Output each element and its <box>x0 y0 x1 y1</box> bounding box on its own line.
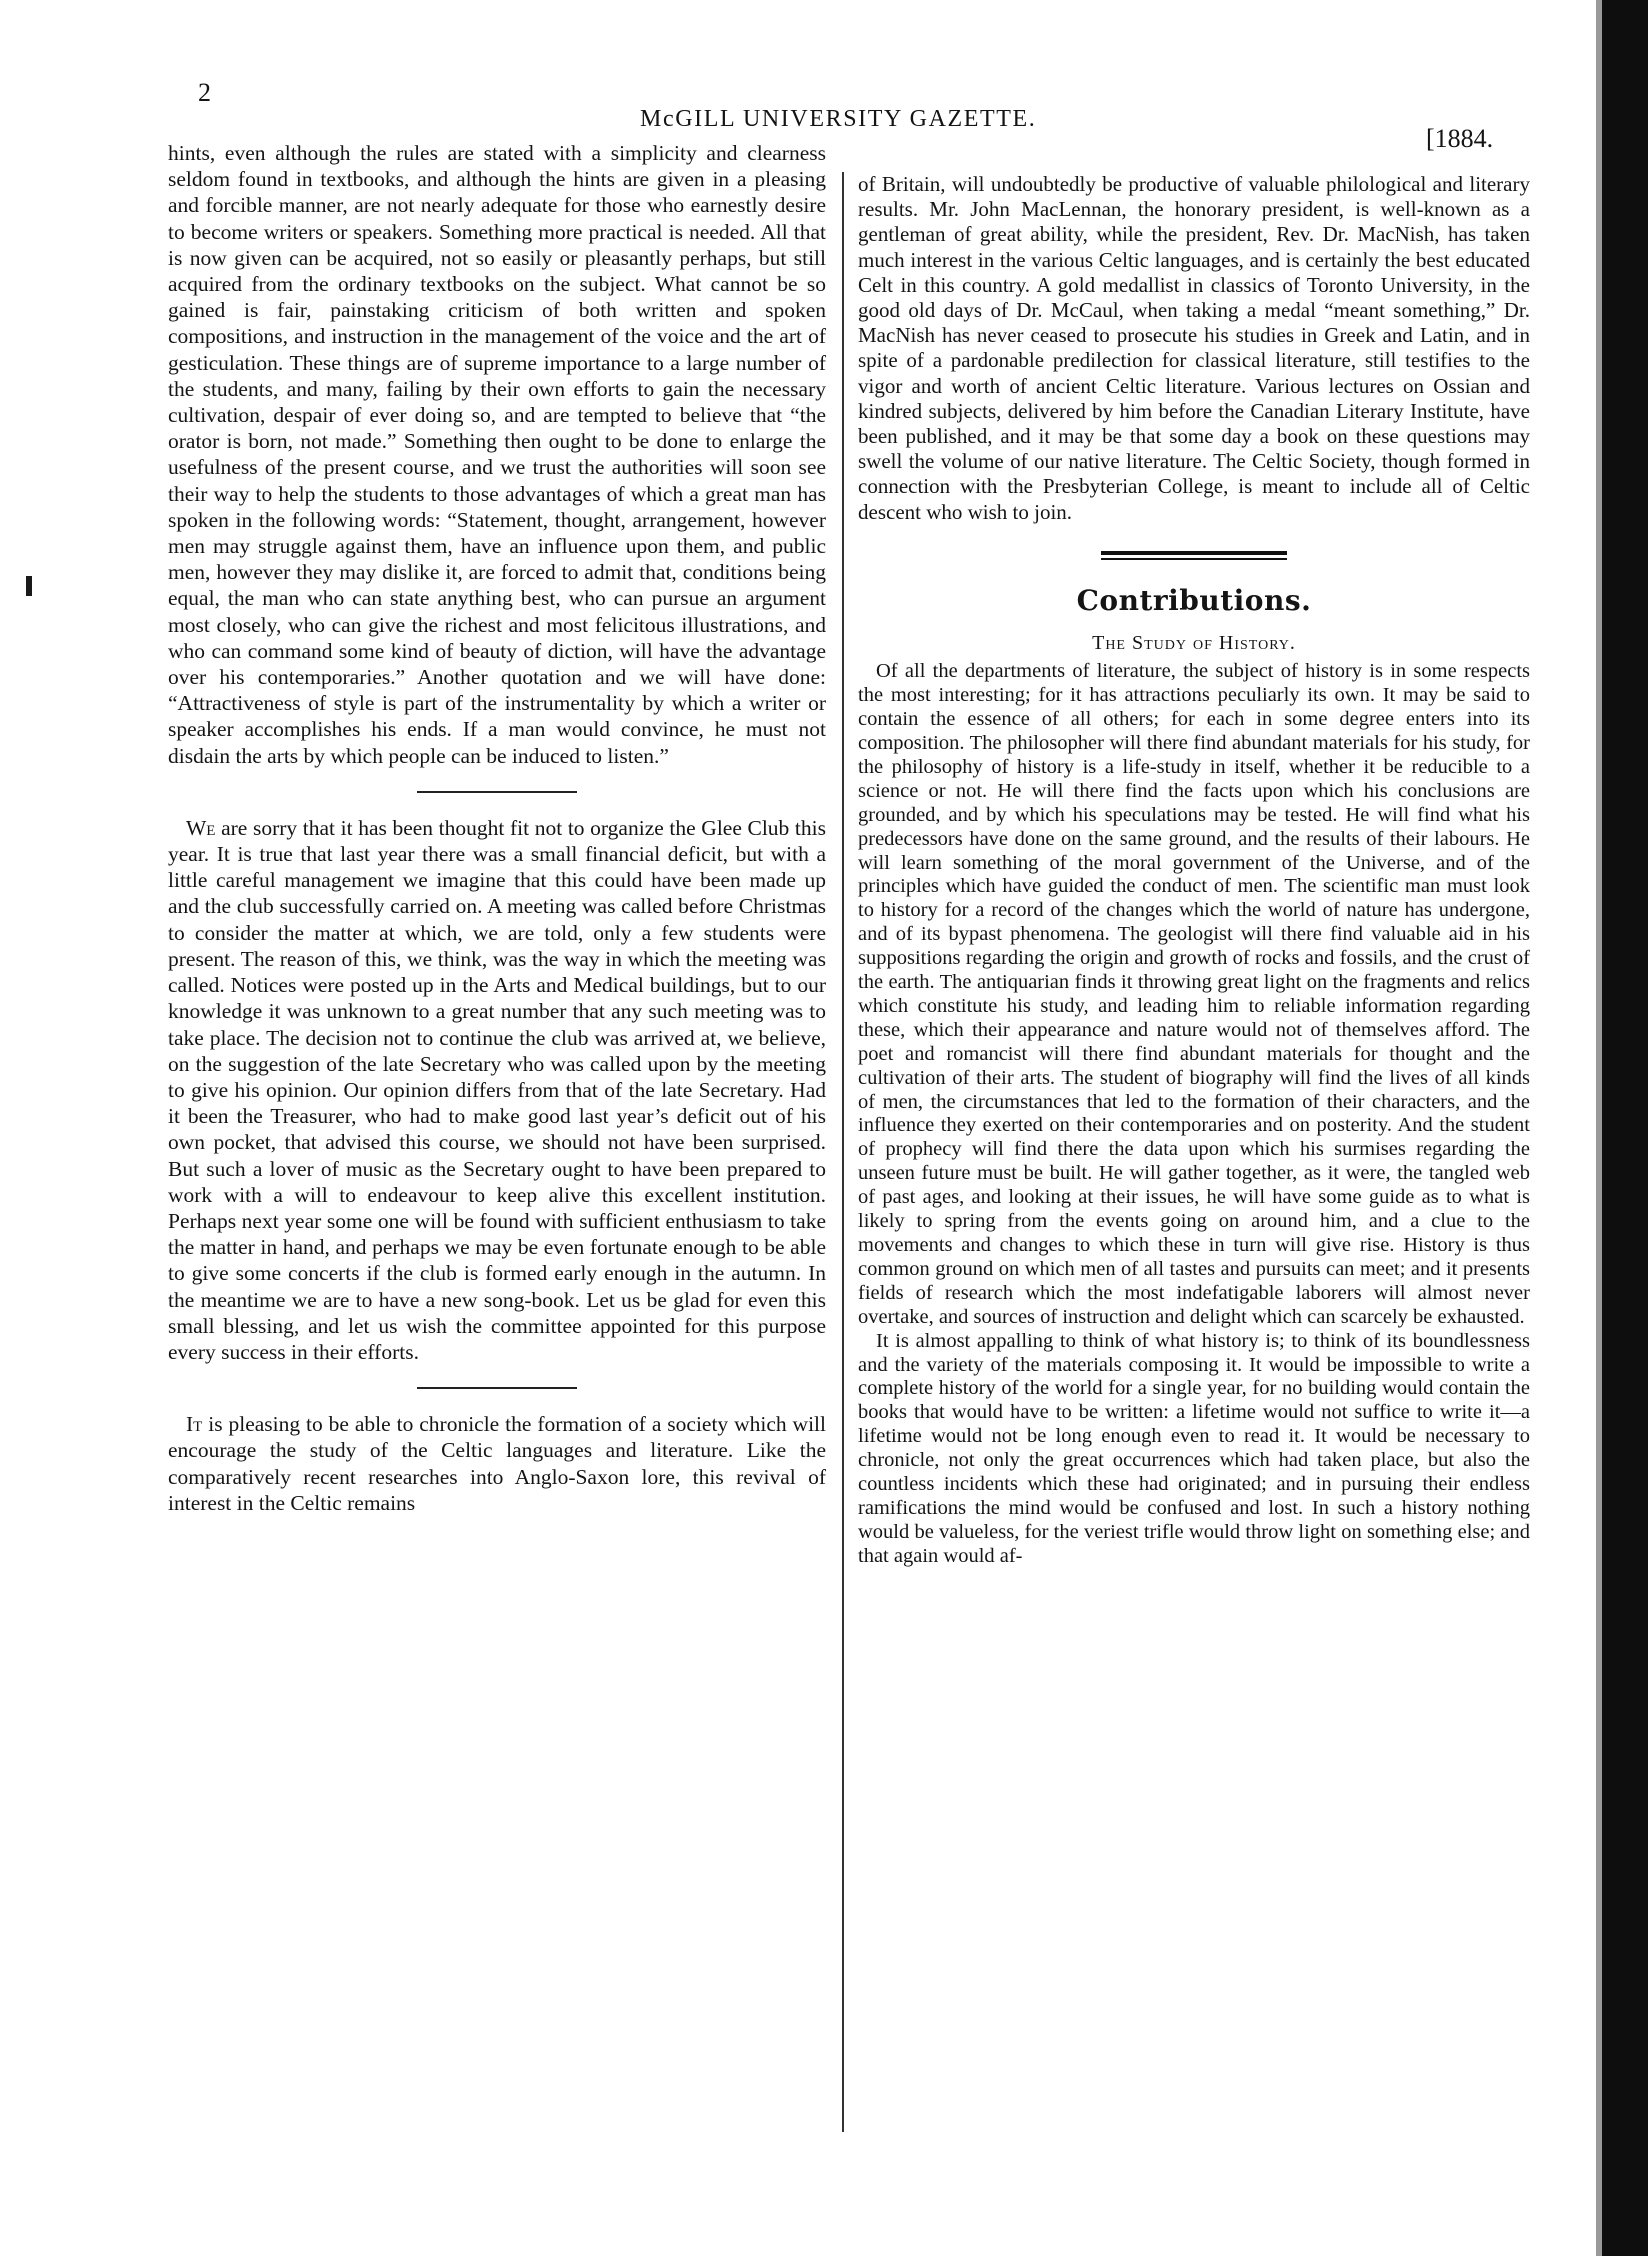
double-rule <box>1101 551 1287 560</box>
glee-club-text: are sorry that it has been thought fit not to organize the Glee Club this year. It is true that last year there was a small financial deficit, but with a little careful management we imagine that this could have been made up and the club successfully carried on. A meeting was called before Christmas to consider the matter at which, we are told, only a few students were present. The reason of this, we think, was the way in which the meeting was called. Notices were posted up in the Arts and Medical buildings, but to our knowledge it was unknown to a great number that any such meeting was to take place. The decision not to continue the club was arrived at, we believe, on the suggestion of the late Secretary who was called upon by the meeting to give his opinion. Our opinion differs from that of the late Secretary. Had it been the Treasurer, who had to make good last year’s deficit out of his own pocket, that advised this course, we should not have been surprised. But such a lover of music as the Secretary ought to have been prepared to work with a will to endeavour to keep alive this excellent institution. Perhaps next year some one will be found with sufficient enthusiasm to take the matter in hand, and perhaps we may be even fortunate enough to be able to give some concerts if the club is formed early enough in the autumn. In the meantime we are to have a new song-book. Let us be glad for even this small blessing, and let us wish the committee appointed for this purpose every success in their efforts. <box>168 815 826 1364</box>
elocution-paragraph: hints, even although the rules are stated with a simplicity and clearness seldom found in textbooks, and although the hints are given in a pleasing and forcible manner, are not nearly adequate for those who earnestly desire to become writers or speakers. Something more practical is needed. All that is now given can be acquired, not so easily or pleasantly perhaps, but still acquired from the ordinary textbooks on the subject. What cannot be so gained is fair, painstaking criticism of both written and spoken compositions, and instruction in the management of the voice and the art of gesticulation. These things are of supreme importance to a large number of the students, and many, failing by their own efforts to gain the necessary cultivation, despair of ever doing so, and are tempted to believe that “the orator is born, not made.” Something then ought to be done to enlarge the usefulness of the present course, and we trust the authorities will soon see their way to help the students to those advantages of which a great man has spoken in the following words: “Statement, thought, arrangement, however men may struggle against them, have an influence upon them, and public men, however they may dislike it, are forced to admit that, conditions being equal, the man who can state anything best, who can pursue an argument most closely, who can give the richest and most felicitous illustrations, and who can command some kind of beauty of diction, will have the advantage over his contemporaries.” Another quotation and we will have done: “Attractiveness of style is part of the instrumentality by which a writer or speaker accomplishes his ends. If a man would convince, he must not disdain the arts by which people can be induced to listen.” <box>168 141 826 768</box>
column-divider <box>842 172 844 2132</box>
running-head: McGILL UNIVERSITY GAZETTE. <box>640 106 1037 132</box>
history-paragraph: Of all the departments of literature, the subject of history is in some respects the most interesting; for it has attractions peculiarly its own. It may be said to contain the essence of all others; for each in some degree enters into its composition. The philosopher will there find abundant materials for his study, for the philosophy of history is a life-study in itself, whether it be reducible to a science or not. He will there find the facts upon which his conclusions are grounded, and by which his speculations may be tested. He will find what his predecessors have done on the same ground, and the results of their labours. He will learn something of the moral government of the Universe, and of the principles which have guided the conduct of men. The scientific man must look to history for a record of the changes which the world of nature has undergone, and of its bypast phenomena. The geologist will there find valuable aid in his suppositions regarding the origin and growth of rocks and fossils, and the crust of the earth. The antiquarian finds it throwing great light on the fragments and relics which constitute his study, and leading him to reliable information regarding these, which their appearance and nature would not of themselves afford. The poet and romancist will there find abundant materials for thought and the cultivation of their arts. The student of biography will find the lives of all kinds of men, the circumstances that led to the formation of their characters, and the influence they exerted on their contemporaries and on posterity. And the student of prophecy will find there the data upon which his surmises regarding the unseen future must be built. He will gather together, as it were, the tangled web of past ages, and looking at their issues, he will have some guide as to what is likely to spring from the events going on around him, and a clue to the movements and changes to which these in turn will give rise. History is thus common ground on which men of all tastes and pursuits can meet; and it presents fields of research which the most indefatigable laborers will almost never overtake, and sources of instruction and delight which can scarcely be exhausted. <box>858 660 1530 1328</box>
celtic-society-paragraph <box>168 1411 826 1516</box>
margin-mark <box>26 576 32 596</box>
page-year: [1884. <box>1426 124 1494 153</box>
right-column <box>858 172 1530 1569</box>
history-article-body <box>858 660 1530 1568</box>
history-paragraph: It is almost appalling to think of what history is; to think of its boundlessness and the variety of the materials composing it. It would be impossible to write a complete history of the world for a single year, for no building would contain the books that would have to be written: a lifetime would not suffice to write it—a lifetime would not be long enough even to read it. It would be necessary to chronicle, not only the great occurrences which had taken place, but also the countless incidents which these had originated; and in pursuing their endless ramifications the mind would be confused and lost. In such a history nothing would be valueless, for the veriest trifle would throw light on something else; and that again would af- <box>858 1329 1530 1567</box>
section-heading: Contributions. <box>1076 583 1312 617</box>
separator-rule <box>417 791 577 793</box>
drop-lead: It <box>186 1412 203 1437</box>
glee-club-paragraph <box>168 815 826 1365</box>
celtic-continuation-paragraph: of Britain, will undoubtedly be productive of valuable philological and literary results. Mr. John MacLennan, the honorary president, is well-known as a gentleman of great ability, while the president, Rev. Dr. MacNish, has taken much interest in the various Celtic languages, and is certainly the best educated Celt in this country. A gold medallist in classics of Toronto University, in the good old days of Dr. McCaul, when taking a medal “meant something,” Dr. MacNish has never ceased to prosecute his studies in Greek and Latin, and in spite of a pardonable predilection for classical literature, still testifies to the vigor and worth of ancient Celtic literature. Various lectures on Ossian and kindred subjects, delivered by him before the Canadian Literary Institute, have been published, and it may be that some day a book on these questions may swell the volume of our native literature. The Celtic Society, though formed in connection with the Presbyterian College, is meant to include all of Celtic descent who wish to join. <box>858 172 1530 524</box>
page-number: 2 <box>198 78 211 107</box>
left-column <box>168 140 826 1516</box>
celtic-society-text: is pleasing to be able to chronicle the formation of a society which will encourage the study of the Celtic languages and literature. Like the comparatively recent researches into Anglo-Saxon lore, this revival of interest in the Celtic remains <box>168 1412 826 1515</box>
scan-border <box>1602 0 1648 2256</box>
separator-rule <box>417 1387 577 1389</box>
article-title: The Study of History. <box>1092 632 1296 655</box>
drop-lead: We <box>186 815 216 840</box>
